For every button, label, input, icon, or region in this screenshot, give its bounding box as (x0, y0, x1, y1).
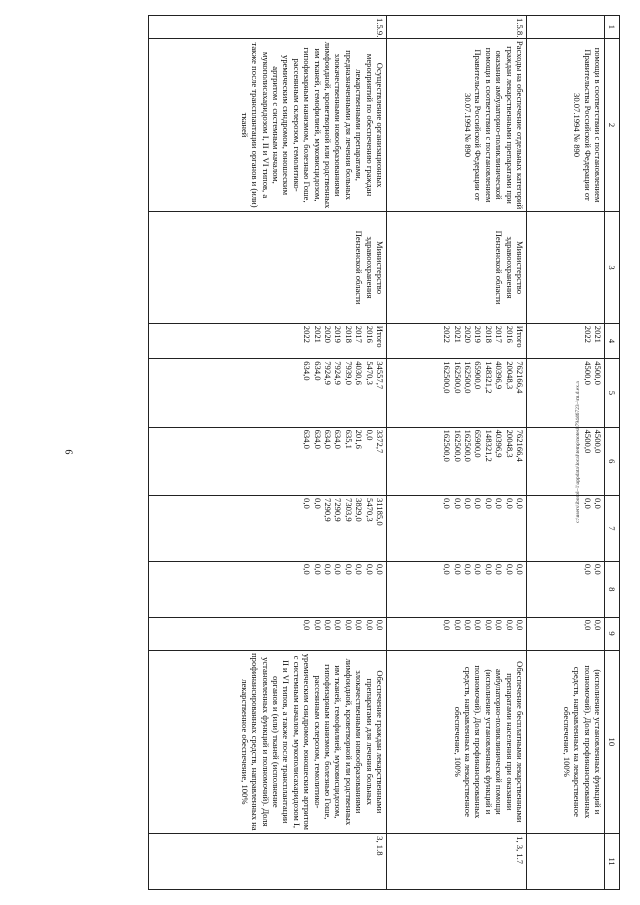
goal-link (527, 834, 605, 890)
header-cell: 10 (605, 650, 620, 834)
extrabudget-cell: 0,0 0,0 0,0 0,0 0,0 0,0 0,0 0,0 (149, 617, 387, 650)
header-cell: 5 (605, 359, 620, 427)
row-number (527, 16, 605, 39)
extrabudget-cell: 0,0 0,0 (527, 617, 605, 650)
local-budget-cell: 0,0 0,0 0,0 0,0 0,0 0,0 0,0 0,0 (387, 561, 527, 617)
activity-name: Расходы на обеспечение отдельных категорий граждан лекарственными препаратами при оказании амбулаторно-поликлинической помощи в соответствии с постановлением Правительства Российской Федерации от 30.07.1994 № 890 (387, 38, 527, 212)
years-cell: Итого 2016 2017 2018 2019 2020 2021 2022 (149, 323, 387, 358)
header-cell: 7 (605, 496, 620, 562)
page-number: 9 (64, 449, 76, 455)
activity-name: помощи в соответствии с постановлением Правительства Российской Федерации от 30.07.1994 № 890 (527, 38, 605, 212)
table-row (149, 16, 387, 890)
federal-budget-cell: 0,0 0,0 (527, 496, 605, 562)
indicator-text: Обеспечение бесплатными лекарственными препаратами населения при оказании амбулаторно-поликлинической помощи (исполнение установленных функций и полномочий). Доля профинансированных средств, направленных на лекарственное обеспечение, 100% (387, 650, 527, 834)
federal-budget-cell: 0,0 0,0 0,0 0,0 0,0 0,0 0,0 0,0 (387, 496, 527, 562)
goal-link: 1, 3, 1.7 (387, 834, 527, 890)
header-cell: 9 (605, 617, 620, 650)
executor (527, 212, 605, 323)
program-activities-table (148, 15, 620, 890)
extrabudget-cell: 0,0 0,0 0,0 0,0 0,0 0,0 0,0 0,0 (387, 617, 527, 650)
executor: Министерство здравоохранения Пензенской области (149, 212, 387, 323)
row-number: 1.5.8. (387, 16, 527, 39)
regional-budget-cell: 3372,7 0,0 201,6 635,1 634,0 634,0 634,0 634,0 (149, 427, 387, 495)
header-cell: 3 (605, 212, 620, 323)
header-cell: 2 (605, 38, 620, 212)
header-cell: 1 (605, 16, 620, 39)
indicator-text: (исполнение установленных функций и полномочий). Доля профинансированных средств, направленных на лекарственное обеспечение, 100% (527, 650, 605, 834)
years-cell: 2021 2022 (527, 323, 605, 358)
header-row (605, 16, 620, 890)
header-cell: 11 (605, 834, 620, 890)
local-budget-cell: 0,0 0,0 0,0 0,0 0,0 0,0 0,0 0,0 (149, 561, 387, 617)
table-row (387, 16, 527, 890)
regional-budget-cell: 762166,4 20048,3 40396,9 148321,2 65900,0 162500,0 162500,0 162500,0 (387, 427, 527, 495)
indicator-text: Обеспечение граждан лекарственными препаратами для лечения больных злокачественными новообразованиями лимфоидной, кроветворной или родственных им тканей, гемофилией, муковисцидозом, гипофизарным нанизмом, болезнью Гоше, рассеянным склерозом, гемолитико-уремическим синдромом, юношеским артритом с системным началом, мукополисахаридозом I, II и VI типов, а также после трансплантации органов и (или) тканей (исполнение установленных функций и полномочий). Доля профинансированных средств, направленных на лекарственное обеспечение, 100% (149, 650, 387, 834)
executor: Министерство здравоохранения Пензенской области (387, 212, 527, 323)
activity-name: Осуществление организационных мероприятий по обеспечению граждан лекарственными препаратами, предназначенными для лечения больных злокачественными новообразованиями лимфоидной, кроветворной или родственных им тканей, гемофилией, муковисцидозом, гипофизарным нанизмом, болезнью Гоше, рассеянным склерозом, гемолитико-уремическим синдромом, юношеским артритом с системным началом, мукополисахаридозом I, II и VI типов, а также после трансплантации органов и (или) тканей (149, 38, 387, 212)
header-cell: 6 (605, 427, 620, 495)
goal-link: 3, 1.8 (149, 834, 387, 890)
federal-budget-cell: 31185,0 5470,3 3829,0 7303,9 7290,9 7290,9 0,0 0,0 (149, 496, 387, 562)
rotated-table-page (80, 15, 620, 890)
header-cell: 4 (605, 323, 620, 358)
regional-budget-cell: 4500,0 4500,0 (527, 427, 605, 495)
header-cell: 8 (605, 561, 620, 617)
total-funding-cell: 34557,7 5470,3 4030,6 7939,0 7924,9 7924,9 634,0 634,0 (149, 359, 387, 427)
footer-file-path: c:\users\iborol~1\appdata\local\temp\notes8794d6723~\m.d.ex.a (575, 381, 581, 523)
row-number: 1.5.9. (149, 16, 387, 39)
years-cell: Итого 2016 2017 2018 2019 2020 2021 2022 (387, 323, 527, 358)
total-funding-cell: 4500,0 4500,0 (527, 359, 605, 427)
total-funding-cell: 762166,4 20048,3 40396,9 148321,2 65900,0 162500,0 162500,0 162500,0 (387, 359, 527, 427)
table-row (527, 16, 605, 890)
local-budget-cell: 0,0 0,0 (527, 561, 605, 617)
